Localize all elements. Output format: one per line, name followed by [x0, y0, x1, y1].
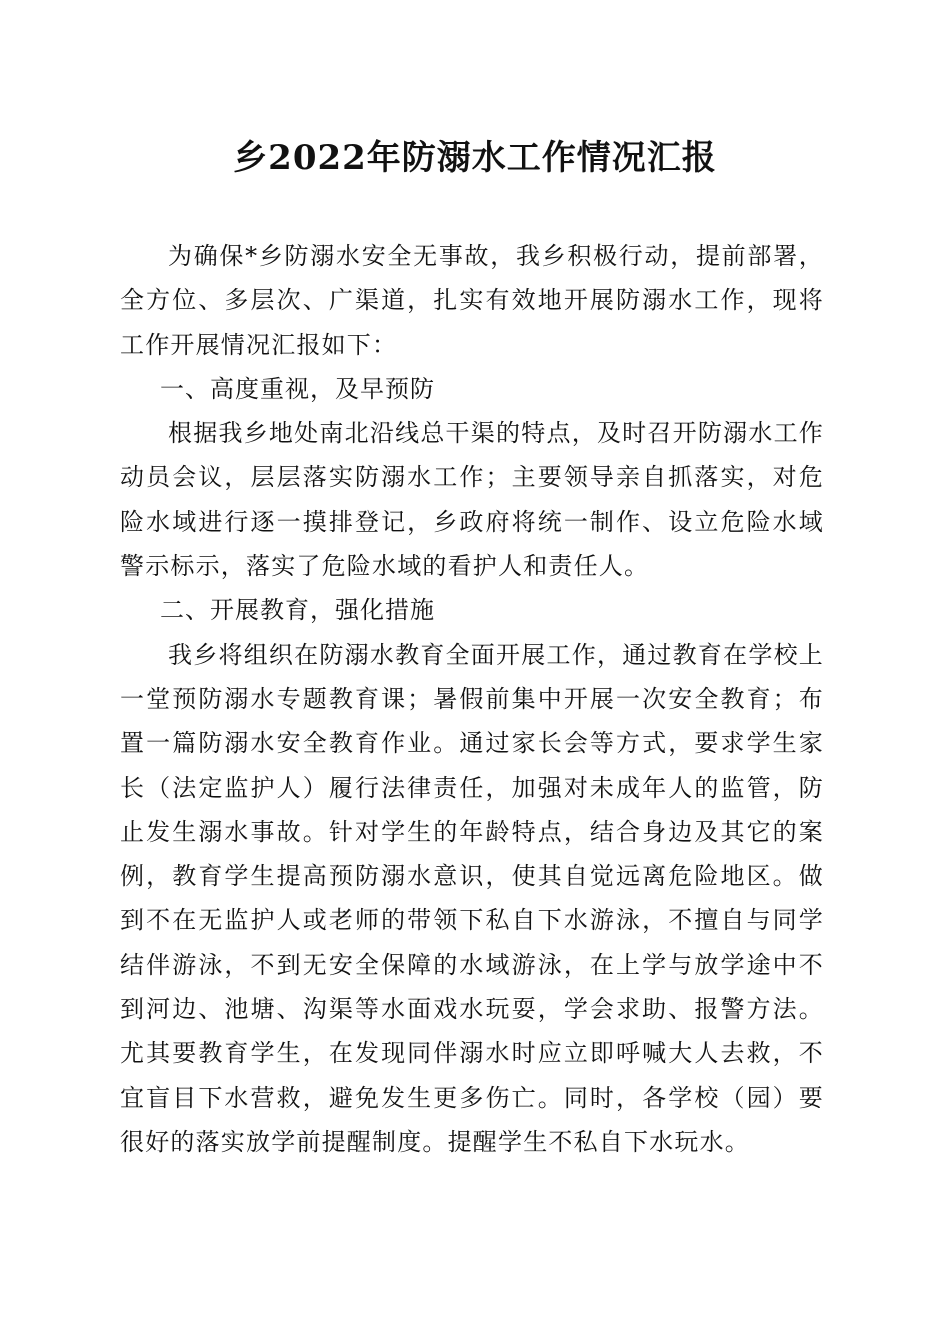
document-body — [120, 234, 824, 1164]
section-2-paragraph: 我乡将组织在防溺水教育全面开展工作，通过教育在学校上一堂预防溺水专题教育课；暑假前集中开展一次安全教育；布置一篇防溺水安全教育作业。通过家长会等方式，要求学生家长（法定监护人）履行法律责任，加强对未成年人的监管，防止发生溺水事故。针对学生的年龄特点，结合身边及其它的案例，教育学生提高预防溺水意识，使其自觉远离危险地区。做到不在无监护人或老师的带领下私自下水游泳，不擅自与同学结伴游泳，不到无安全保障的水域游泳，在上学与放学途中不到河边、池塘、沟渠等水面戏水玩耍，学会求助、报警方法。尤其要教育学生，在发现同伴溺水时应立即呼喊大人去救，不宜盲目下水营救，避免发生更多伤亡。同时，各学校（园）要很好的落实放学前提醒制度。提醒学生不私自下水玩水。 — [120, 640, 824, 1156]
section-1-paragraph: 根据我乡地处南北沿线总干渠的特点，及时召开防溺水工作动员会议，层层落实防溺水工作；主要领导亲自抓落实，对危险水域进行逐一摸排登记，乡政府将统一制作、设立危险水域警示标示，落实了危险水域的看护人和责任人。 — [120, 419, 824, 581]
intro-paragraph: 为确保*乡防溺水安全无事故，我乡积极行动，提前部署，全方位、多层次、广渠道，扎实有效地开展防溺水工作，现将工作开展情况汇报如下： — [120, 242, 824, 359]
section-2-heading: 二、开展教育，强化措施 — [160, 596, 435, 625]
document-title: 乡2022年防溺水工作情况汇报 — [233, 138, 717, 178]
section-1-heading: 一、高度重视，及早预防 — [160, 374, 435, 403]
